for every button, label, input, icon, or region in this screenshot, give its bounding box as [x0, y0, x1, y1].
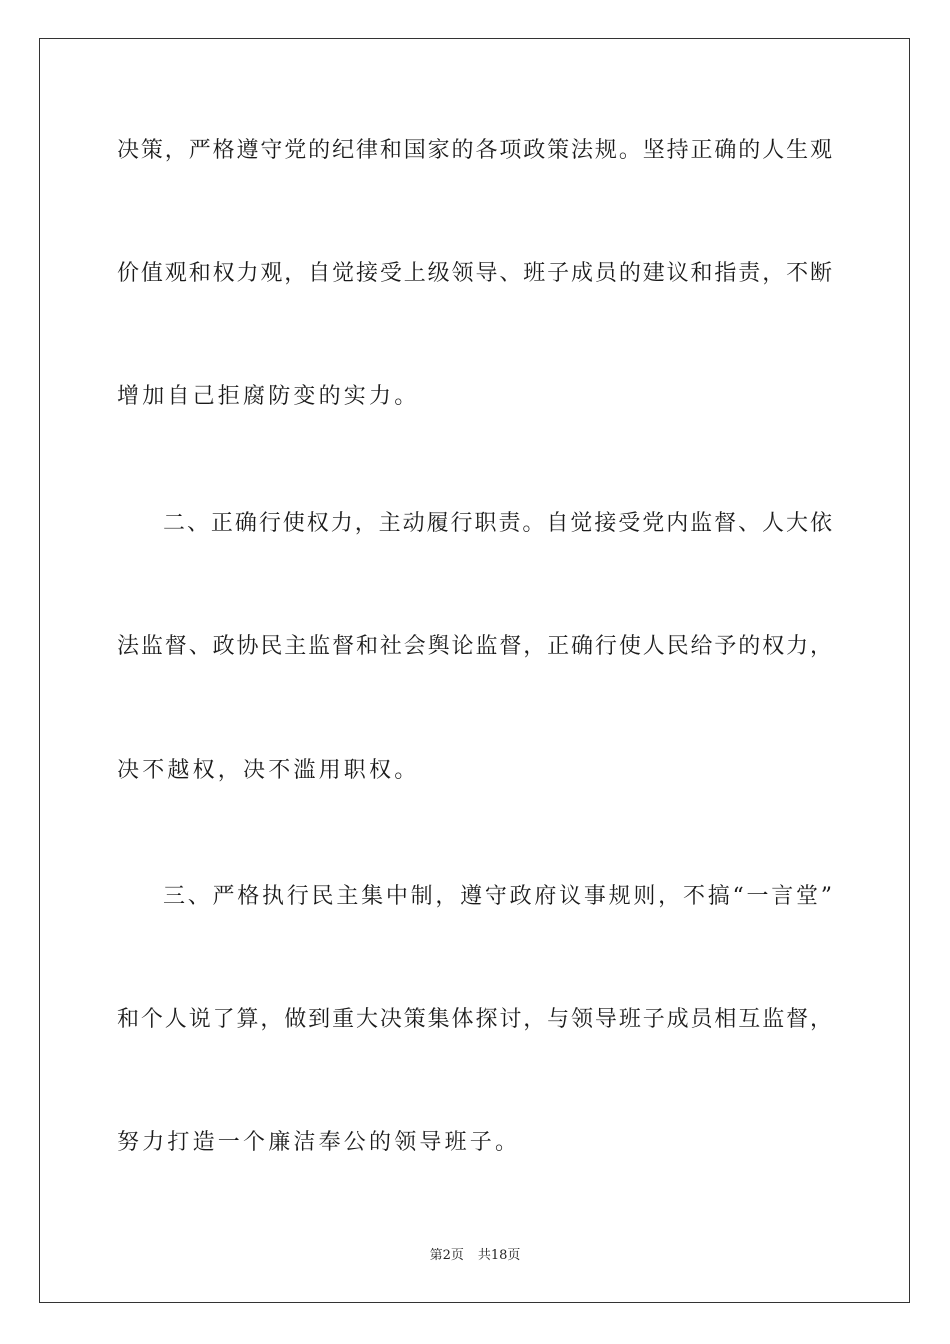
page-border: [39, 38, 910, 1303]
paragraph-line: 努力打造一个廉洁奉公的领导班子。: [117, 1130, 521, 1155]
paragraph-line: 决策，严格遵守党的纪律和国家的各项政策法规。坚持正确的人生观: [117, 138, 832, 163]
page-total: 共18页: [477, 1248, 521, 1263]
paragraph-line: 决不越权，决不滥用职权。: [117, 758, 420, 783]
page-footer: [0, 1247, 950, 1265]
page-number: 第2页: [429, 1248, 464, 1263]
paragraph-line: 价值观和权力观，自觉接受上级领导、班子成员的建议和指责，不断: [117, 261, 832, 286]
paragraph-line: 二、正确行使权力，主动履行职责。自觉接受党内监督、人大依: [163, 511, 832, 536]
paragraph-line: 和个人说了算，做到重大决策集体探讨，与领导班子成员相互监督，: [117, 1007, 832, 1032]
paragraph-line: 三、严格执行民主集中制，遵守政府议事规则，不搞“一言堂”: [163, 884, 832, 909]
paragraph-line: 法监督、政协民主监督和社会舆论监督，正确行使人民给予的权力，: [117, 634, 832, 659]
paragraph-line: 增加自己拒腐防变的实力。: [117, 384, 420, 409]
